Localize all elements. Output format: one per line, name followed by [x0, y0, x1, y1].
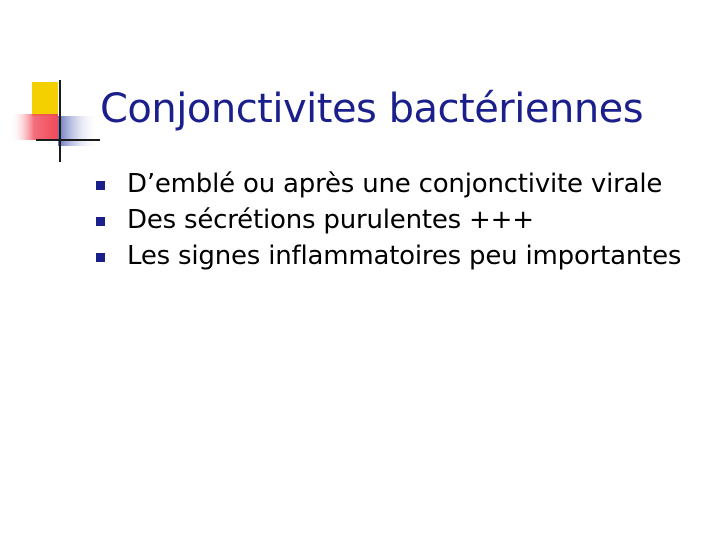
- square-bullet-icon: [96, 181, 105, 190]
- bullet-text: Les signes inflammatoires peu importantes: [127, 241, 682, 271]
- square-bullet-icon: [96, 217, 105, 226]
- square-bullet-icon: [96, 253, 105, 262]
- bullet-text: Des sécrétions purulentes +++: [127, 205, 534, 235]
- list-item: [96, 202, 686, 238]
- deco-yellow-square: [32, 82, 58, 116]
- list-item: [96, 166, 686, 202]
- bullet-list: [96, 166, 686, 274]
- title-decoration-logo: [0, 0, 100, 170]
- slide-title: Conjonctivites bactériennes: [100, 86, 644, 132]
- deco-blue-square: [58, 116, 98, 146]
- deco-red-square: [10, 114, 58, 140]
- bullet-text: D’emblé ou après une conjonctivite virale: [127, 169, 663, 199]
- list-item: [96, 238, 686, 274]
